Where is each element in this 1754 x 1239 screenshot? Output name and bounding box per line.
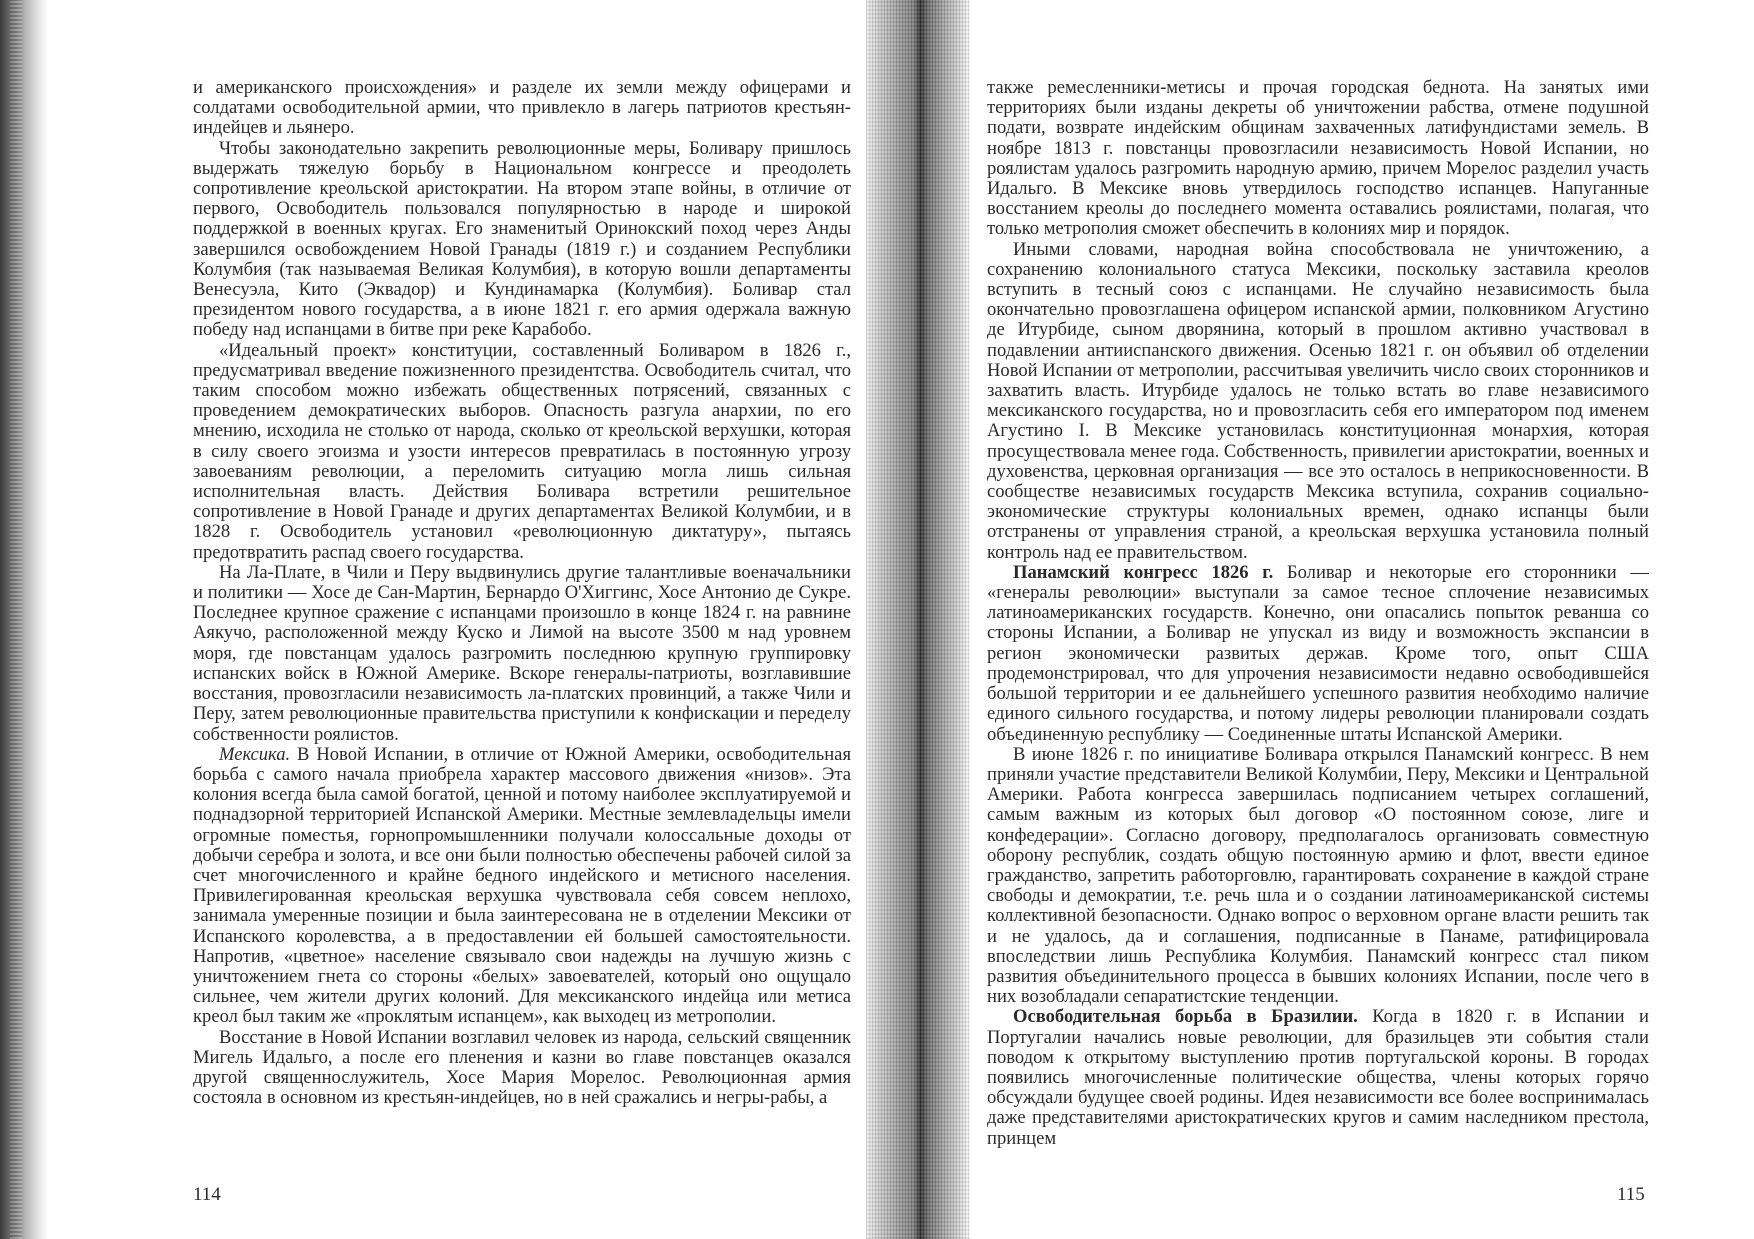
paragraph-text: В Новой Испании, в отличие от Южной Америки, освободительная борьба с самого начала приобрела характер массового движения «низов». Эта колония всегда была самой богатой, ценной и потому наиболее эксплуатируемой и поднадзорной территорией Испанской Америки. Местные землевладельцы имели огромные поместья, горнопромышленники получали колоссальные доходы от добычи серебра и золота, и все они были полностью обеспечены рабочей силой за счет многочисленного и крайне бедного индейского и метисного населения. Привилегированная креольская верхушка чувствовала себя совсем неплохо, занимала умеренные позиции и была заинтересована не в отделении Мексики от Испанского королевства, а в предоставлении ей большей самостоятельности. Напротив, «цветное» население связывало свои надежды на лучшую жизнь с уничтожением гнета со стороны «белых» завоевателей, который оно ощущало сильнее, чем жители других колоний. Для мексиканского индейца или метиса креол был таким же «проклятым испанцем», как выходец из метрополии. [193,743,851,1028]
paragraph: Чтобы законодательно закрепить революционные меры, Боливару пришлось выдержать тяжелую борьбу в Национальном конгрессе и преодолеть сопротивление креольской аристократии. На втором этапе войны, в отличие от первого, Освободитель пользовался популярностью в народе и широкой поддержкой в военных кругах. Его знаменитый Оринокский поход через Анды завершился освобождением Новой Гранады (1819 г.) и созданием Республики Колумбия (так называемая Великая Колумбия), в которую вошли департаменты Венесуэла, Кито (Эквадор) и Кундинамарка (Колумбия). Боливар стал президентом нового государства, а в июне 1821 г. его армия одержала важную победу над испанцами в битве при реке Карабобо. [193,137,851,341]
paragraph: Восстание в Новой Испании возглавил человек из народа, сельский священник Мигель Идальго, а после его пленения и казни во главе повстанцев оказался другой священнослужитель, Хосе Мария Морелос. Революционная армия состояла в основном из крестьян-индейцев, но в ней сражались и негры-рабы, а [193,1026,851,1109]
paragraph: Иными словами, народная война способствовала не уничтожению, а сохранению колониального статуса Мексики, поскольку заставила креолов вступить в тесный союз с испанцами. Не случайно независимость была окончательно провозглашена офицером испанской армии, полковником Агустино де Итурбиде, сыном дворянина, который в прошлом активно участвовал в подавлении антииспанского движения. Осенью 1821 г. он объявил об отделении Новой Испании от метрополии, рассчитывая увеличить число своих сторонников и захватить власть. Итурбиде удалось не только встать во главе независимого мексиканского государства, но и провозгласить себя его императором под именем Агустино I. В Мексике установилась конституционная монархия, которая просуществовала менее года. Собственность, привилегии аристократии, военных и духовенства, церковная организация — все это осталось в неприкосновенности. В сообществе независимых государств Мексика вступила, сохранив социально-экономические структуры колониальных времен, однако испанцы были отстранены от управления страной, а креольская верхушка установила полный контроль над ее правительством. [987,238,1649,563]
section-lead: Освободительная борьба в Бразилии. [1013,1006,1358,1028]
book-gutter [866,0,970,1239]
left-page [193,78,851,1108]
paragraph [193,745,851,1028]
paragraph [987,1007,1649,1148]
section-lead: Мексика. [219,743,291,765]
section-lead: Панамский конгресс 1826 г. [1013,561,1274,583]
paragraph: и американского происхождения» и разделе их земли между офицерами и солдатами освободительной армии, что привлекло в лагерь патриотов крестьян-индейцев и льянеро. [193,77,851,139]
paragraph: также ремесленники-метисы и прочая городская беднота. На занятых ими территориях были изданы декреты об уничтожении рабства, отмене подушной подати, возврате индейским общинам захваченных латифундистами земель. В ноябре 1813 г. повстанцы провозгласили независимость Новой Испании, но роялистам удалось разгромить народную армию, причем Морелос разделил участь Идальго. В Мексике вновь утвердилось господство испанцев. Напуганные восстанием креолы до последнего момента оставались роялистами, полагая, что только метрополия сможет обеспечить в колониях мир и порядок. [987,77,1649,240]
paragraph-text: Боливар и некоторые его сторонники — «генералы революции» выступали за самое тесное сплочение независимых латиноамериканских государств. Конечно, они опасались попыток реванша со стороны Испании, а Боливар не упускал из виду и возможность экспансии в регион экономически развитых держав. Кроме того, опыт США продемонстрировал, что для упрочения независимости недавно освободившейся большой территории и ее дальнейшего успешного развития необходимо наличие единого сильного государства, и потому лидеры революции планировали создать объединенную республику — Соединенные штаты Испанской Америки. [987,561,1649,745]
paragraph-text: Когда в 1820 г. в Испании и Португалии начались новые революции, для бразильцев эти события стали поводом к открытому выступлению против португальской короны. В городах появились многочисленные политические общества, члены которых горячо обсуждали будущее своей родины. Идея независимости все более воспринималась даже представителями аристократических кругов и самим наследником престола, принцем [987,1006,1649,1149]
paragraph [987,563,1649,745]
page-number-left: 114 [193,1184,221,1205]
paragraph: В июне 1826 г. по инициативе Боливара открылся Панамский конгресс. В нем приняли участие представители Великой Колумбии, Перу, Мексики и Центральной Америки. Работа конгресса завершилась подписанием четырех соглашений, самым важным из которых был договор «О постоянном союзе, лиге и конфедерации». Согласно договору, предполагалось организовать совместную оборону республик, создать общую постоянную армию и флот, ввести единое гражданство, запретить работорговлю, гарантировать сохранение в каждой стране свободы и демократии, т.е. речь шла и о создании латиноамериканской системы коллективной безопасности. Однако вопрос о верховном органе власти решить так и не удалось, да и соглашения, подписанные в Панаме, ратифицировала впоследствии лишь Республика Колумбия. Панамский конгресс стал пиком развития объединительного процесса в бывших колониях Испании, после чего в них возобладали сепаратистские тенденции. [987,743,1649,1008]
right-page [987,78,1649,1149]
paragraph: На Ла-Плате, в Чили и Перу выдвинулись другие талантливые военачальники и политики — Хосе де Сан-Мартин, Бернардо О'Хиггинс, Хосе Антонио де Сукре. Последнее крупное сражение с испанцами произошло в конце 1824 г. на равнине Аякучо, расположенной между Куско и Лимой на высоте 3500 м над уровнем моря, где повстанцам удалось разгромить последнюю крупную группировку испанских войск в Южной Америке. Вскоре генералы-патриоты, возглавившие восстания, провозгласили независимость ла-платских провинций, а также Чили и Перу, затем революционные правительства приступили к конфискации и переделу собственности роялистов. [193,561,851,745]
left-edge-shadow [0,0,48,1239]
paragraph: «Идеальный проект» конституции, составленный Боливаром в 1826 г., предусматривал введение пожизненного президентства. Освободитель считал, что таким способом можно избежать общественных потрясений, связанных с проведением демократических выборов. Опасность разгула анархии, по его мнению, исходила не столько от народа, сколько от креольской верхушки, которая в силу своего эгоизма и узости интересов превратилась в постоянную угрозу завоеваниям революции, а переломить ситуацию могла лишь сильная исполнительная власть. Действия Боливара встретили решительное сопротивление в Новой Гранаде и других департаментах Великой Колумбии, и в 1828 г. Освободитель установил «революционную диктатуру», пытаясь предотвратить распад своего государства. [193,339,851,563]
page-number-right: 115 [1617,1184,1645,1205]
